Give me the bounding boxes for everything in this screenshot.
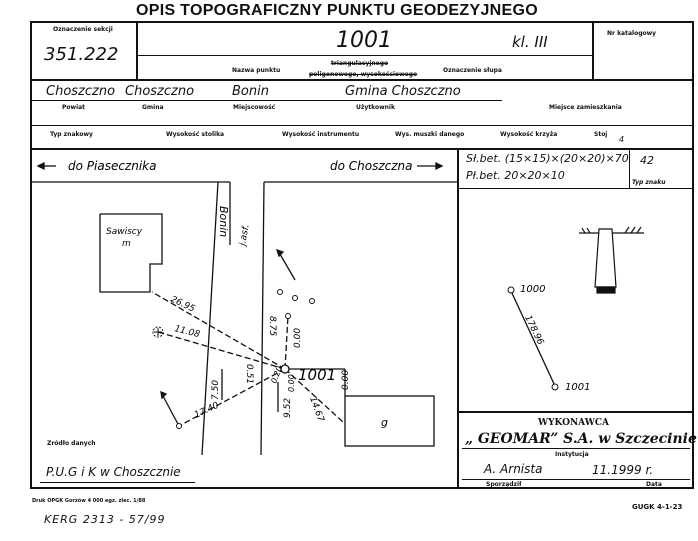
wys-stolika-label: Wysokość stolika — [166, 131, 225, 138]
uzytkownik-value: Gmina Choszczno — [345, 84, 461, 99]
point-number: 1001 — [336, 28, 392, 53]
sporzadzil-label: Sporządził — [486, 481, 522, 488]
miejsce-label: Miejsce zamieszkania — [549, 104, 622, 111]
diagram-p2: 1001 — [565, 382, 591, 393]
marker-diagram — [459, 189, 694, 411]
miejscowosc-value: Bonin — [232, 84, 269, 99]
dir-right-label: do Choszczna — [330, 159, 413, 173]
measure-0-00-b: 0.00 — [341, 369, 351, 390]
measure-14-67: 14.67 — [307, 395, 326, 424]
footer-kerg: KERG 2313 - 57/99 — [44, 513, 166, 526]
sketch-point-label: 1001 — [298, 366, 337, 384]
point-type-struck: triangulacyjnego — [331, 60, 389, 67]
miejscowosc-label: Miejscowość — [233, 104, 276, 111]
measure-0-00-a: 0.00 — [293, 327, 303, 348]
wys-instrumentu-label: Wysokość instrumentu — [282, 131, 360, 138]
tree-icon — [153, 327, 163, 337]
arrow-up-icon — [277, 250, 283, 256]
measure-0-51: 0.51 — [244, 364, 254, 385]
class-value: kl. III — [512, 33, 548, 51]
measure-8-75: 8.75 — [267, 316, 277, 337]
stoj-value: 4 — [619, 135, 625, 144]
arrow-left-icon — [38, 163, 44, 169]
sporzadzil-value: A. Arnista — [484, 462, 543, 476]
dir-left-label: do Piasecznika — [68, 159, 157, 173]
uzytkownik-label: Użytkownik — [356, 104, 395, 111]
typ-znaku-label: Typ znaku — [632, 179, 666, 186]
data-label: Data — [646, 481, 662, 488]
measure-7-50: 7.50 — [211, 379, 221, 400]
footer-gugk: GUGK 4-1-23 — [632, 503, 683, 511]
wys-muszki-label: Wys. muszki danego — [395, 131, 465, 138]
nazwa-punktu-label: Nazwa punktu — [232, 67, 281, 74]
page-title: OPIS TOPOGRAFICZNY PUNKTU GEODEZYJNEGO — [136, 2, 538, 19]
wykonawca-name: „ GEOMAR” S.A. w Szczecinie — [465, 431, 697, 447]
footer-print-info: Druk OPGK Gorzów 4 000 egz. zlec. 1/88 — [32, 498, 146, 504]
asphalt-label: j.asf. — [238, 223, 252, 247]
data-value: 11.1999 r. — [592, 463, 654, 477]
zrodlo-value: P.U.G i K w Choszcznie — [46, 465, 181, 479]
instytucja-label: Instytucja — [555, 451, 589, 458]
diagram-distance: 178.96 — [522, 313, 546, 347]
wykonawca-label: WYKONAWCA — [538, 418, 609, 428]
measure-26-95: 26.95 — [168, 294, 197, 315]
marker-cross-section-icon — [579, 227, 644, 293]
measure-0-00-c: 0.00 — [287, 374, 296, 392]
sekcja-value: 351.222 — [44, 44, 119, 65]
site-sketch — [32, 150, 457, 455]
wys-krzyza-label: Wysokość krzyża — [500, 131, 558, 138]
street-label: Bonin — [217, 206, 230, 238]
marker-number: 42 — [640, 154, 654, 167]
gmina-value: Choszczno — [125, 84, 195, 99]
powiat-label: Powiat — [62, 104, 86, 111]
measure-11-08: 11.08 — [173, 324, 201, 341]
oznaczenie-slupa-label: Oznaczenie słupa — [443, 67, 502, 74]
arrow-up-left-icon — [161, 392, 166, 398]
zrodlo-label: Zródło danych — [47, 440, 96, 447]
powiat-value: Choszczno — [46, 84, 116, 99]
nr-katalogowy-label: Nr katalogowy — [607, 30, 657, 37]
measure-0-20: 0.20 — [269, 364, 284, 385]
gmina-label: Gmina — [142, 104, 164, 111]
sekcja-label: Oznaczenie sekcji — [53, 26, 113, 33]
building-label: Sawiscy — [106, 227, 143, 237]
building-sub: m — [122, 239, 131, 249]
arrow-right-icon — [436, 163, 442, 169]
stabilizacja-2: Pł.bet. 20×20×10 — [466, 169, 565, 182]
measure-9-52: 9.52 — [283, 397, 293, 418]
garage-label: g — [381, 416, 388, 429]
typ-znakowy-label: Typ znakowy — [50, 131, 93, 138]
diagram-p1: 1000 — [520, 284, 546, 295]
point-type-line2: poligonowego, wysokościowego — [309, 71, 418, 78]
stabilizacja-1: Sł.bet. (15×15)×(20×20)×70 — [466, 152, 629, 165]
stoj-label: Stoj — [594, 131, 608, 138]
measure-17-40: 17.40 — [193, 400, 221, 421]
